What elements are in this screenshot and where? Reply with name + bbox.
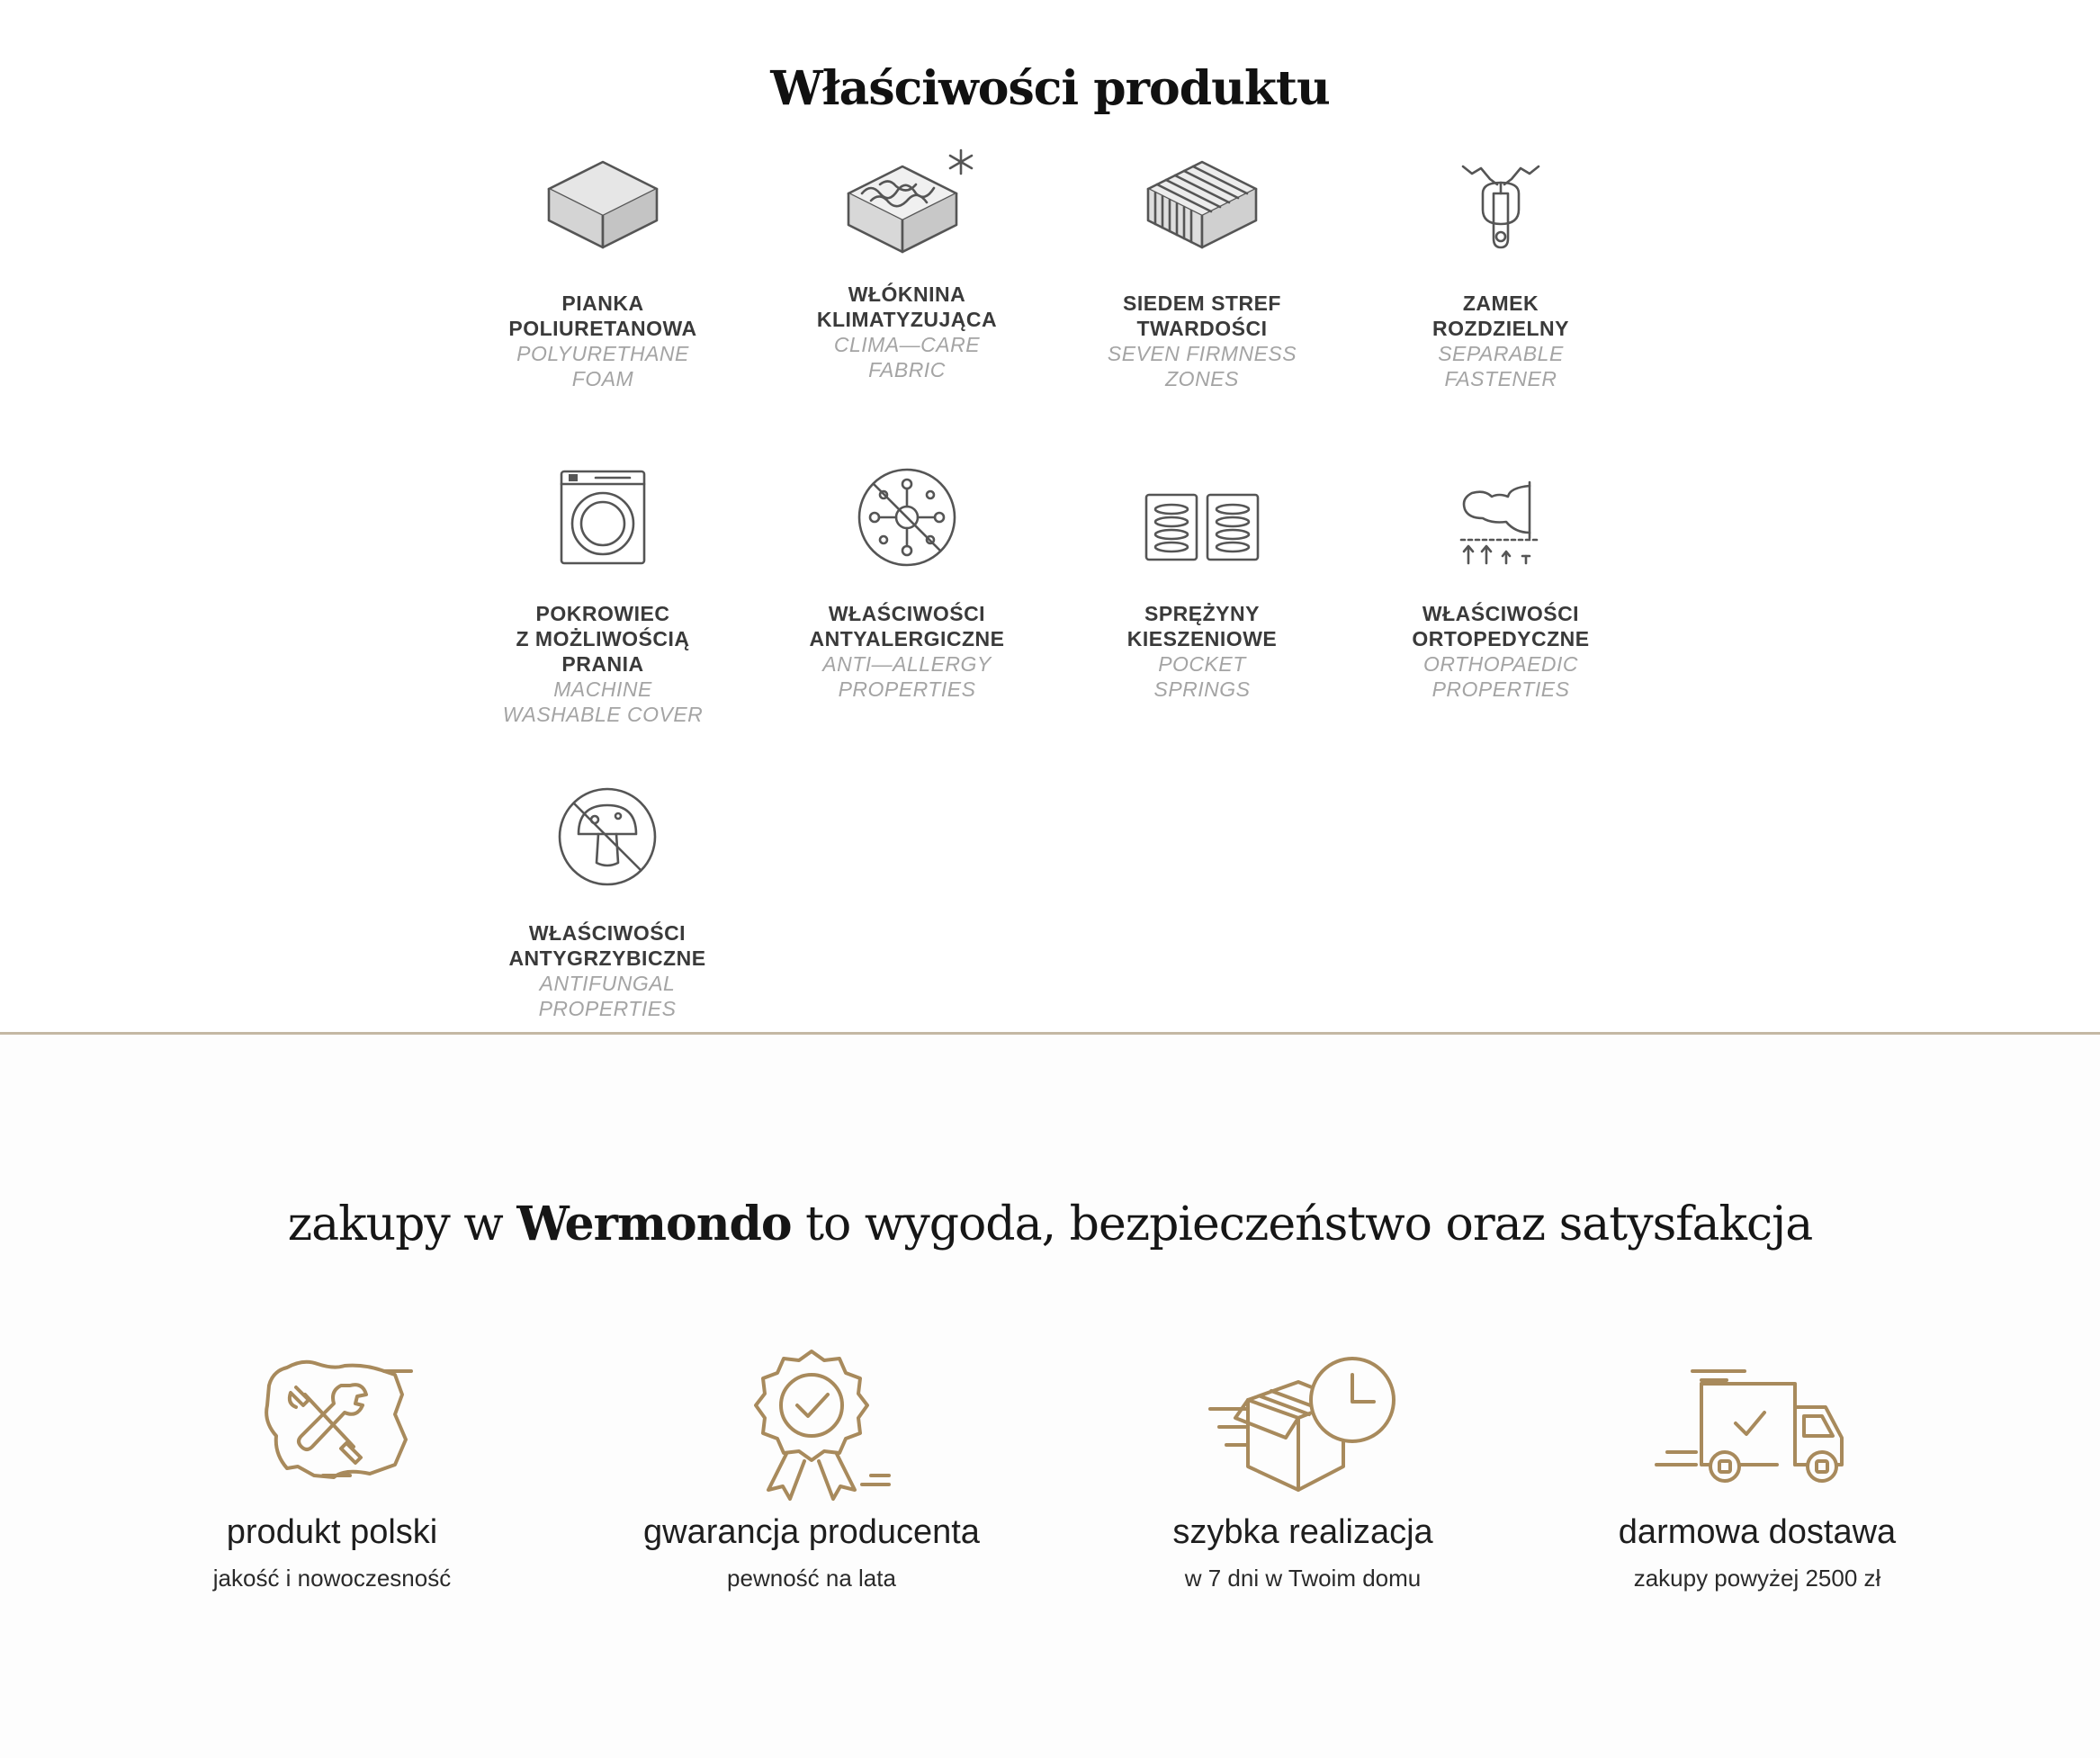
benefits-title: zakupy w Wermondo to wygoda, bezpieczeństwo oraz satysfakcja bbox=[287, 1197, 1813, 1251]
property-name-en: SEVEN FIRMNESS bbox=[1107, 342, 1297, 365]
property-name: KLIMATYZUJĄCA bbox=[816, 308, 998, 331]
property-name: WŁAŚCIWOŚCI bbox=[828, 602, 986, 625]
property-name: PRANIA bbox=[561, 652, 644, 676]
property-name-en: FASTENER bbox=[1444, 367, 1557, 390]
property-name-en: CLIMA—CARE bbox=[833, 333, 981, 356]
properties-title: Właściwości produktu bbox=[770, 61, 1330, 116]
benefit-subtitle: w 7 dni w Twoim domu bbox=[1184, 1565, 1422, 1592]
anti-allergy-icon bbox=[855, 468, 959, 567]
benefit-subtitle: pewność na lata bbox=[727, 1565, 896, 1592]
property-item bbox=[1054, 486, 1351, 702]
property-name-en: MACHINE bbox=[553, 677, 652, 701]
property-name-en: SPRINGS bbox=[1153, 677, 1251, 701]
benefit-item bbox=[80, 1350, 584, 1592]
property-name-en: ANTI—ALLERGY bbox=[822, 652, 992, 676]
benefit-item bbox=[560, 1350, 1063, 1592]
poland-tools-icon bbox=[251, 1350, 413, 1493]
property-name-en: PROPERTIES bbox=[1431, 677, 1570, 701]
firmness-zones-icon bbox=[1139, 157, 1265, 256]
benefit-subtitle: zakupy powyżej 2500 zł bbox=[1633, 1565, 1881, 1592]
pocket-springs-icon bbox=[1144, 486, 1261, 567]
benefit-title: produkt polski bbox=[226, 1513, 438, 1551]
property-item bbox=[1054, 157, 1351, 391]
property-item bbox=[454, 157, 751, 391]
benefit-title: szybka realizacja bbox=[1172, 1513, 1433, 1551]
benefit-item bbox=[1505, 1350, 2009, 1592]
clima-care-fabric-icon bbox=[839, 148, 974, 256]
property-name-en: FABRIC bbox=[868, 358, 946, 381]
orthopaedic-icon bbox=[1456, 477, 1546, 567]
property-name-en: PROPERTIES bbox=[538, 997, 677, 1020]
property-name-en: ANTIFUNGAL bbox=[539, 972, 676, 995]
property-name: WŁAŚCIWOŚCI bbox=[1422, 602, 1580, 625]
property-name: WŁAŚCIWOŚCI bbox=[528, 921, 687, 945]
property-name: ANTYGRZYBICZNE bbox=[508, 946, 706, 970]
property-name-en: PROPERTIES bbox=[838, 677, 976, 701]
property-name: POKROWIEC bbox=[535, 602, 670, 625]
washing-machine-icon bbox=[560, 468, 646, 567]
benefit-subtitle: jakość i nowoczesność bbox=[212, 1565, 452, 1592]
property-name: WŁÓKNINA bbox=[848, 283, 966, 306]
antifungal-icon bbox=[555, 787, 660, 886]
property-name-en: WASHABLE COVER bbox=[502, 703, 704, 726]
property-name-en: FOAM bbox=[571, 367, 634, 390]
benefit-title: darmowa dostawa bbox=[1618, 1513, 1897, 1551]
property-name: ZAMEK bbox=[1462, 292, 1539, 315]
zipper-icon bbox=[1456, 157, 1546, 256]
property-name-en: POCKET bbox=[1158, 652, 1246, 676]
fast-box-clock-icon bbox=[1208, 1350, 1397, 1493]
property-name: KIESZENIOWE bbox=[1126, 627, 1278, 650]
property-item bbox=[758, 468, 1055, 702]
property-name-en: ORTHOPAEDIC bbox=[1422, 652, 1579, 676]
property-name: ORTOPEDYCZNE bbox=[1412, 627, 1590, 650]
property-name: Z MOŻLIWOŚCIĄ bbox=[516, 627, 690, 650]
property-name: TWARDOŚCI bbox=[1136, 317, 1268, 340]
benefit-title: gwarancja producenta bbox=[643, 1513, 980, 1551]
brand-name: Wermondo bbox=[516, 1197, 792, 1251]
property-name: PIANKA bbox=[561, 292, 644, 315]
guarantee-badge-icon bbox=[731, 1350, 893, 1507]
property-name-en: POLYURETHANE bbox=[516, 342, 689, 365]
property-item bbox=[758, 148, 1055, 382]
property-item bbox=[459, 787, 756, 1021]
property-name: ANTYALERGICZNE bbox=[809, 627, 1005, 650]
property-name: SIEDEM STREF bbox=[1123, 292, 1281, 315]
property-item bbox=[1352, 157, 1649, 391]
delivery-truck-icon bbox=[1649, 1350, 1865, 1493]
property-name: ROZDZIELNY bbox=[1432, 317, 1569, 340]
property-name: POLIURETANOWA bbox=[508, 317, 697, 340]
benefit-item bbox=[1051, 1350, 1555, 1592]
foam-block-icon bbox=[540, 157, 666, 256]
property-item bbox=[454, 468, 751, 727]
property-name-en: ZONES bbox=[1165, 367, 1239, 390]
property-name-en: SEPARABLE bbox=[1438, 342, 1564, 365]
property-name: SPRĘŻYNY bbox=[1144, 602, 1260, 625]
property-item bbox=[1352, 477, 1649, 702]
